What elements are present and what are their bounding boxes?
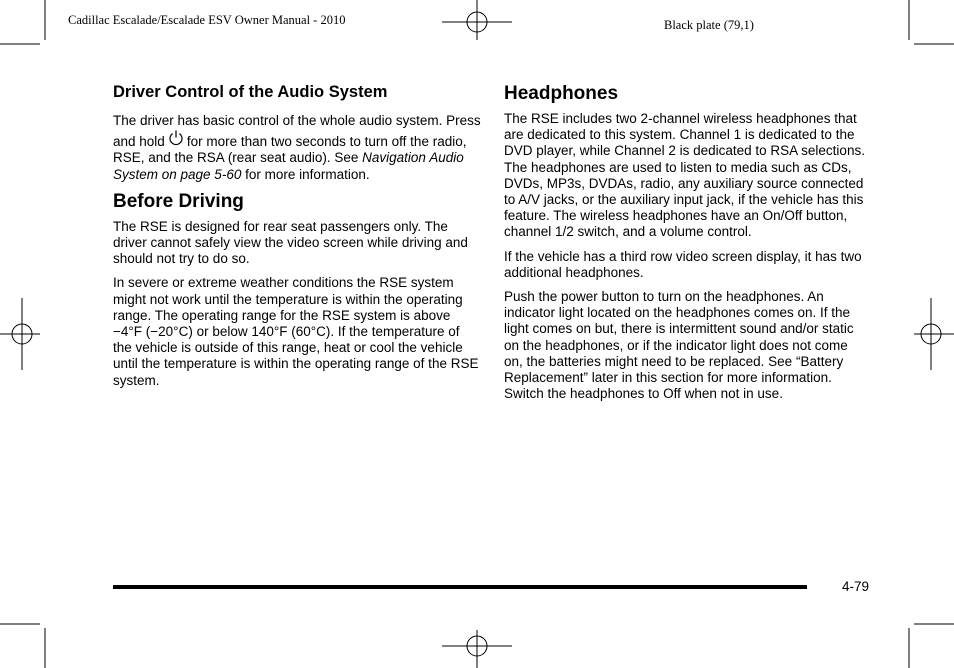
navigation-audio-reference: Navigation Audio System on page 5-60: [113, 150, 464, 182]
before-driving-paragraph-1: The RSE is designed for rear seat passengers only. The driver cannot safely view the video screen while driving and should not try to do so.: [113, 218, 468, 267]
manual-title-header: Cadillac Escalade/Escalade ESV Owner Manual - 2010: [68, 13, 346, 27]
section-heading-before-driving: Before Driving: [113, 190, 244, 212]
registration-mark-top: [442, 0, 512, 40]
plate-label: Black plate (79,1): [664, 18, 754, 32]
footer-rule: [113, 585, 807, 589]
page-number: 4-79: [842, 579, 870, 594]
registration-mark-right: [914, 298, 954, 370]
power-icon: [167, 129, 185, 147]
driver-control-paragraph: [113, 113, 481, 183]
headphones-paragraph-3: Push the power button to turn on the headphones. An indicator light located on the headphones comes on. If the light comes on but, there is intermittent sound and/or static on the headphones, or if the indicator light does not come on, the batteries might need to be replaced. See “Battery Replacement” later in this section for more information. Switch the headphones to Off when not in use.: [504, 289, 854, 402]
headphones-paragraph-1: The RSE includes two 2-channel wireless headphones that are dedicated to this system. Channel 1 is dedicated to the DVD player, while Channel 2 is dedicated to RSA selections. The headphones are used to listen to media such as CDs, DVDs, MP3s, DVDAs, radio, any auxiliary source connected to A/V jacks, or the auxiliary input jack, if the vehicle has this feature. The wireless headphones have an On/Off button, channel 1/2 switch, and a volume control.: [504, 111, 865, 240]
before-driving-paragraph-2: In severe or extreme weather conditions the RSE system might not work until the temperature is within the operating range. The operating range for the RSE system is above −4°F (−20°C) or below 140°F (60°C). If the temperature of the vehicle is outside of this range, heat or cool the vehicle until the temperature is within the operating range of the RSE system.: [113, 275, 479, 388]
registration-mark-bottom: [442, 630, 512, 668]
registration-mark-left: [0, 298, 40, 370]
driver-control-lead-text: The driver has basic control of the whole audio system. Press and hold: [113, 113, 481, 150]
right-column: [504, 83, 870, 408]
section-heading-headphones: Headphones: [504, 83, 619, 104]
driver-control-text-after-icon: for more than two seconds to turn off the radio, RSE, and the RSA (rear seat audio). See: [113, 134, 467, 166]
section-heading-driver-control: Driver Control of the Audio System: [113, 83, 388, 101]
headphones-paragraph-2: If the vehicle has a third row video screen display, it has two additional headphones.: [504, 248, 862, 280]
driver-control-end-text: for more information.: [245, 166, 370, 182]
left-column: [113, 82, 481, 395]
